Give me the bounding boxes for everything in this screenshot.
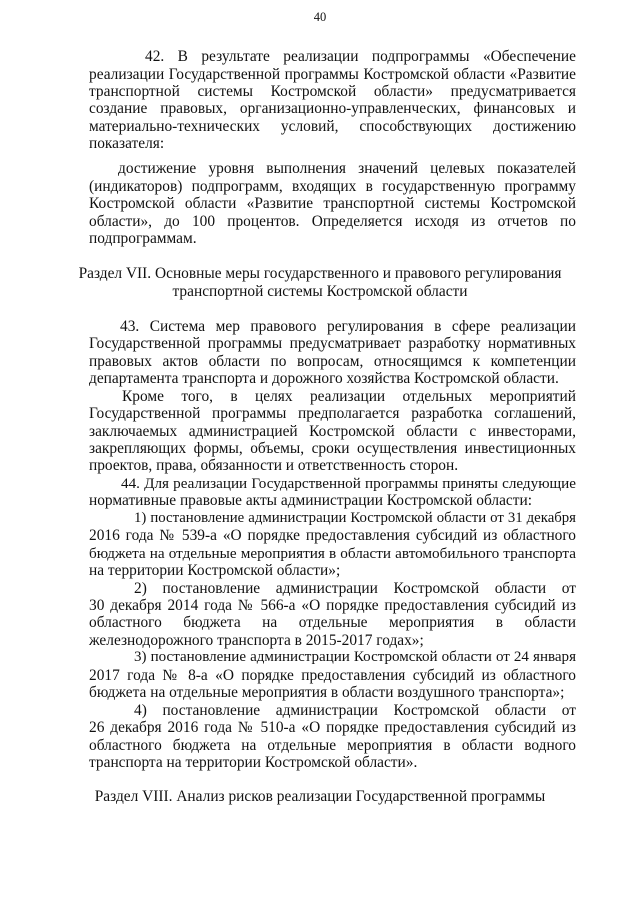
act-2-line-3: областного бюджета на отдельные мероприятия в области <box>89 614 576 631</box>
p42a-line-4: области», до 100 процентов. Определяется исходя из отчетов по <box>89 213 576 230</box>
p43-line-4: департамента транспорта и дорожного хозяйства Костромской области. <box>89 370 559 387</box>
act-3-line-1: 3) постановление администрации Костромской области от 24 января <box>134 649 576 665</box>
p43-line-3: правовых актов области по вопросам, относящимся к компетенции <box>89 353 576 370</box>
p43b-line-2: Государственной программы предполагается разработка соглашений, <box>89 405 576 422</box>
act-1-line-1: 1) постановление администрации Костромской области от 31 декабря <box>134 510 576 526</box>
act-2-line-1: 2) постановление администрации Костромской области от <box>134 580 576 597</box>
p42-line-5: материально-технических условий, способствующих достижению <box>89 118 576 135</box>
p42-line-3: транспортной системы Костромской области» предусматривается <box>89 83 576 100</box>
p44-line-2: нормативные правовые акты администрации Костромской области: <box>89 492 532 509</box>
p43-line-2: Государственной программы предусматривает разработку нормативных <box>89 335 576 352</box>
act-4-line-2: 26 декабря 2016 года № 510-а «О порядке предоставления субсидий из <box>89 719 576 736</box>
section-7-heading-line-2: транспортной системы Костромской области <box>172 283 468 300</box>
p43b-line-3: заключаемых администрацией Костромской области с инвесторами, <box>89 423 576 440</box>
act-1-line-4: на территории Костромской области»; <box>89 562 341 579</box>
act-4-line-1: 4) постановление администрации Костромской области от <box>134 702 576 719</box>
section-8-heading: Раздел VIII. Анализ рисков реализации Государственной программы <box>94 788 546 805</box>
p42-line-2: реализации Государственной программы Костромской области «Развитие <box>89 66 576 83</box>
p42-line-4: создание правовых, организационно-управленческих, финансовых и <box>89 100 576 117</box>
p43-line-1: 43. Система мер правового регулирования в сфере реализации <box>120 318 576 335</box>
p42-line-1: 42. В результате реализации подпрограммы «Обеспечение <box>145 48 576 65</box>
p42a-line-1: достижение уровня выполнения значений целевых показателей <box>118 160 576 177</box>
page-number: 40 <box>313 10 327 24</box>
p43b-line-1: Кроме того, в целях реализации отдельных мероприятий <box>122 388 576 405</box>
section-7-heading-line-1: Раздел VII. Основные меры государственного и правового регулирования <box>78 265 562 282</box>
p44-line-1: 44. Для реализации Государственной программы приняты следующие <box>121 475 576 492</box>
p42-line-6: показателя: <box>89 135 165 152</box>
act-1-line-3: бюджета на отдельные мероприятия в области автомобильного транспорта <box>89 545 576 562</box>
act-2-line-4: железнодорожного транспорта в 2015-2017 годах»; <box>89 632 424 649</box>
act-4-line-3: областного бюджета на отдельные мероприятия в области водного <box>89 737 576 754</box>
act-3-line-3: бюджета на отдельные мероприятия в области воздушного транспорта»; <box>89 684 565 701</box>
act-2-line-2: 30 декабря 2014 года № 566-а «О порядке предоставления субсидий из <box>89 597 576 614</box>
p43b-line-5: проектов, права, обязанности и ответственность сторон. <box>89 457 459 474</box>
act-4-line-4: транспорта на территории Костромской области». <box>89 754 418 771</box>
p42a-line-2: (индикаторов) подпрограмм, входящих в государственную программу <box>89 178 576 195</box>
p43b-line-4: закрепляющих формы, объемы, сроки осуществления инвестиционных <box>89 440 576 457</box>
p42a-line-3: Костромской области «Развитие транспортной системы Костромской <box>89 195 576 212</box>
act-3-line-2: 2017 года № 8-а «О порядке предоставления субсидий из областного <box>89 667 576 684</box>
p42a-line-5: подпрограммам. <box>89 230 197 247</box>
act-1-line-2: 2016 года № 539-а «О порядке предоставления субсидий из областного <box>89 527 576 544</box>
